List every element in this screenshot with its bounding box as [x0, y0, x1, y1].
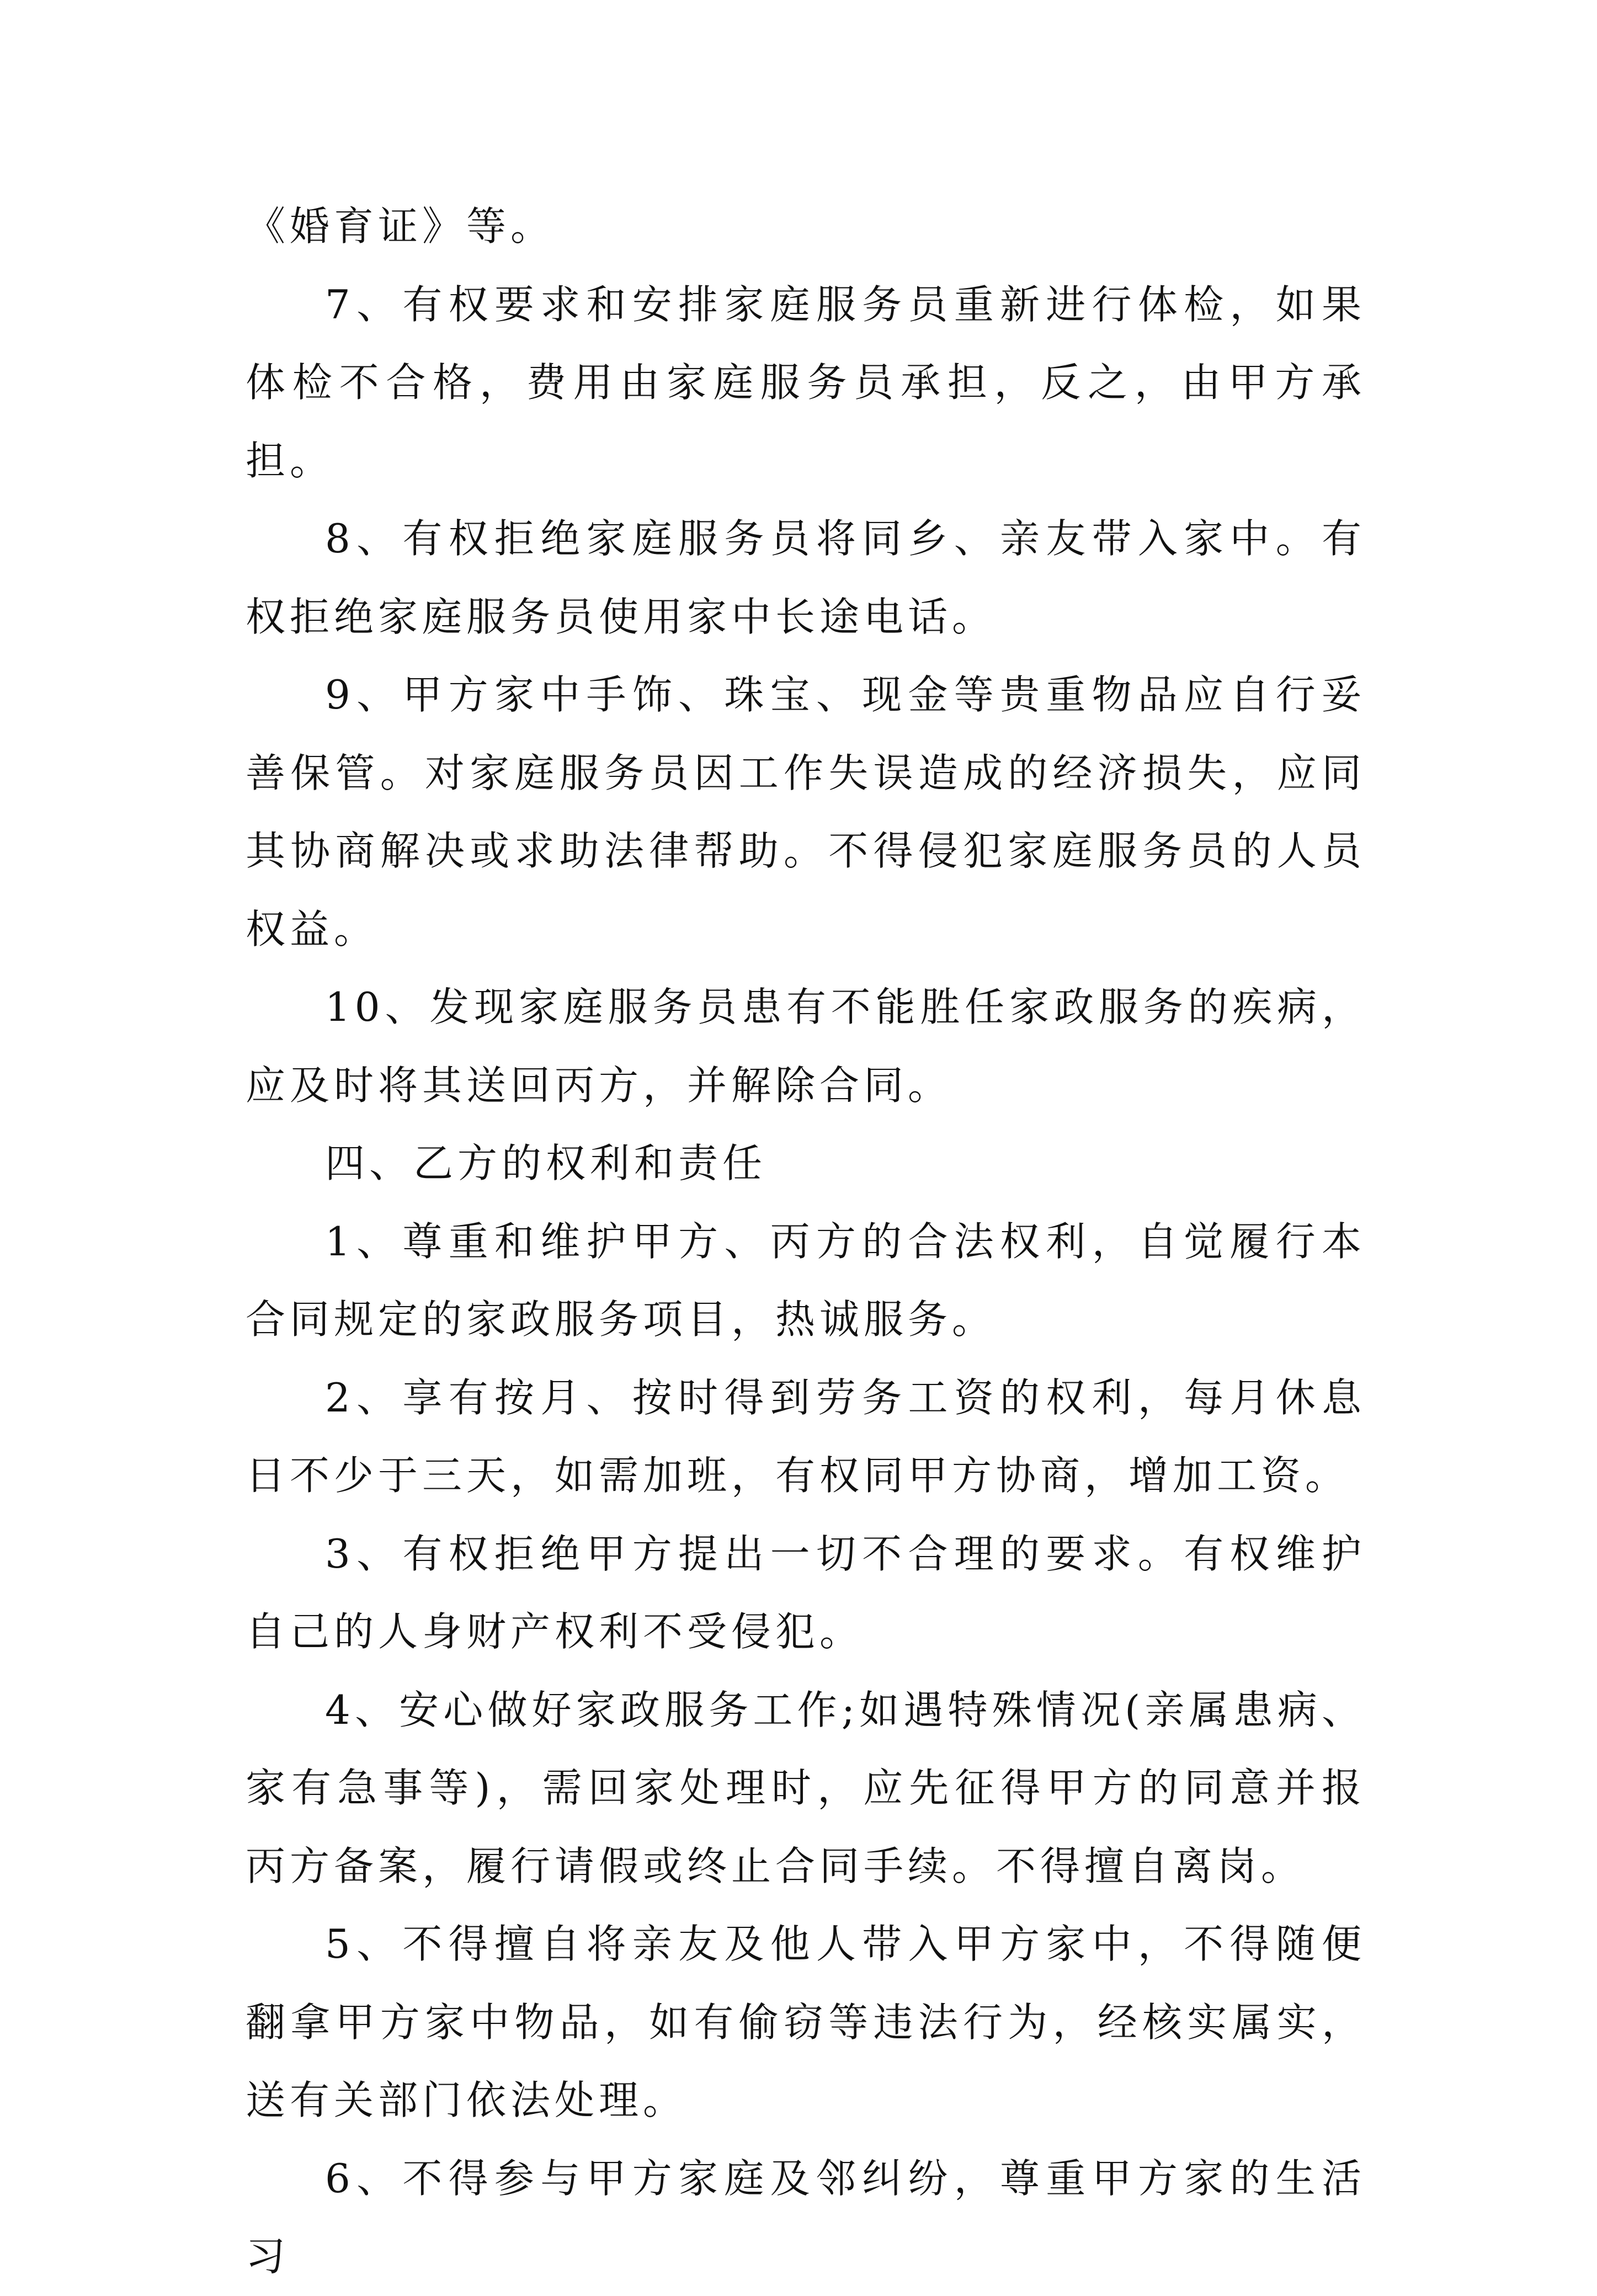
paragraph-b-clause-1: 1、尊重和维护甲方、丙方的合法权利，自觉履行本合同规定的家政服务项目，热诚服务。	[246, 1218, 1366, 1343]
paragraph-b-clause-6: 6、不得参与甲方家庭及邻纠纷，尊重甲方家的生活习	[246, 2155, 1366, 2279]
paragraph-b-clause-5: 5、不得擅自将亲友及他人带入甲方家中，不得随便翻拿甲方家中物品，如有偷窃等违法行为，经核实属实，送有关部门依法处理。	[246, 1921, 1366, 2123]
paragraph-clause-10: 10、发现家庭服务员患有不能胜任家政服务的疾病，应及时将其送回丙方，并解除合同。	[246, 984, 1366, 1109]
contract-text	[246, 188, 1366, 2296]
section-heading-party-b: 四、乙方的权利和责任	[325, 1140, 767, 1186]
paragraph-clause-7: 7、有权要求和安排家庭服务员重新进行体检，如果体检不合格，费用由家庭服务员承担，反之，由甲方承担。	[246, 281, 1366, 484]
paragraph-b-clause-4: 4、安心做好家政服务工作;如遇特殊情况(亲属患病、家有急事等)，需回家处理时，应先征得甲方的同意并报丙方备案，履行请假或终止合同手续。不得擅自离岗。	[246, 1686, 1366, 1889]
paragraph-clause-9: 9、甲方家中手饰、珠宝、现金等贵重物品应自行妥善保管。对家庭服务员因工作失误造成的经济损失，应同其协商解决或求助法律帮助。不得侵犯家庭服务员的人员权益。	[246, 672, 1366, 952]
paragraph-continuation: 《婚育证》等。	[246, 203, 555, 249]
paragraph-clause-8: 8、有权拒绝家庭服务员将同乡、亲友带入家中。有权拒绝家庭服务员使用家中长途电话。	[246, 515, 1366, 640]
paragraph-b-clause-3: 3、有权拒绝甲方提出一切不合理的要求。有权维护自己的人身财产权利不受侵犯。	[246, 1530, 1366, 1655]
paragraph-b-clause-2: 2、享有按月、按时得到劳务工资的权利，每月休息日不少于三天，如需加班，有权同甲方协商，增加工资。	[246, 1374, 1366, 1499]
